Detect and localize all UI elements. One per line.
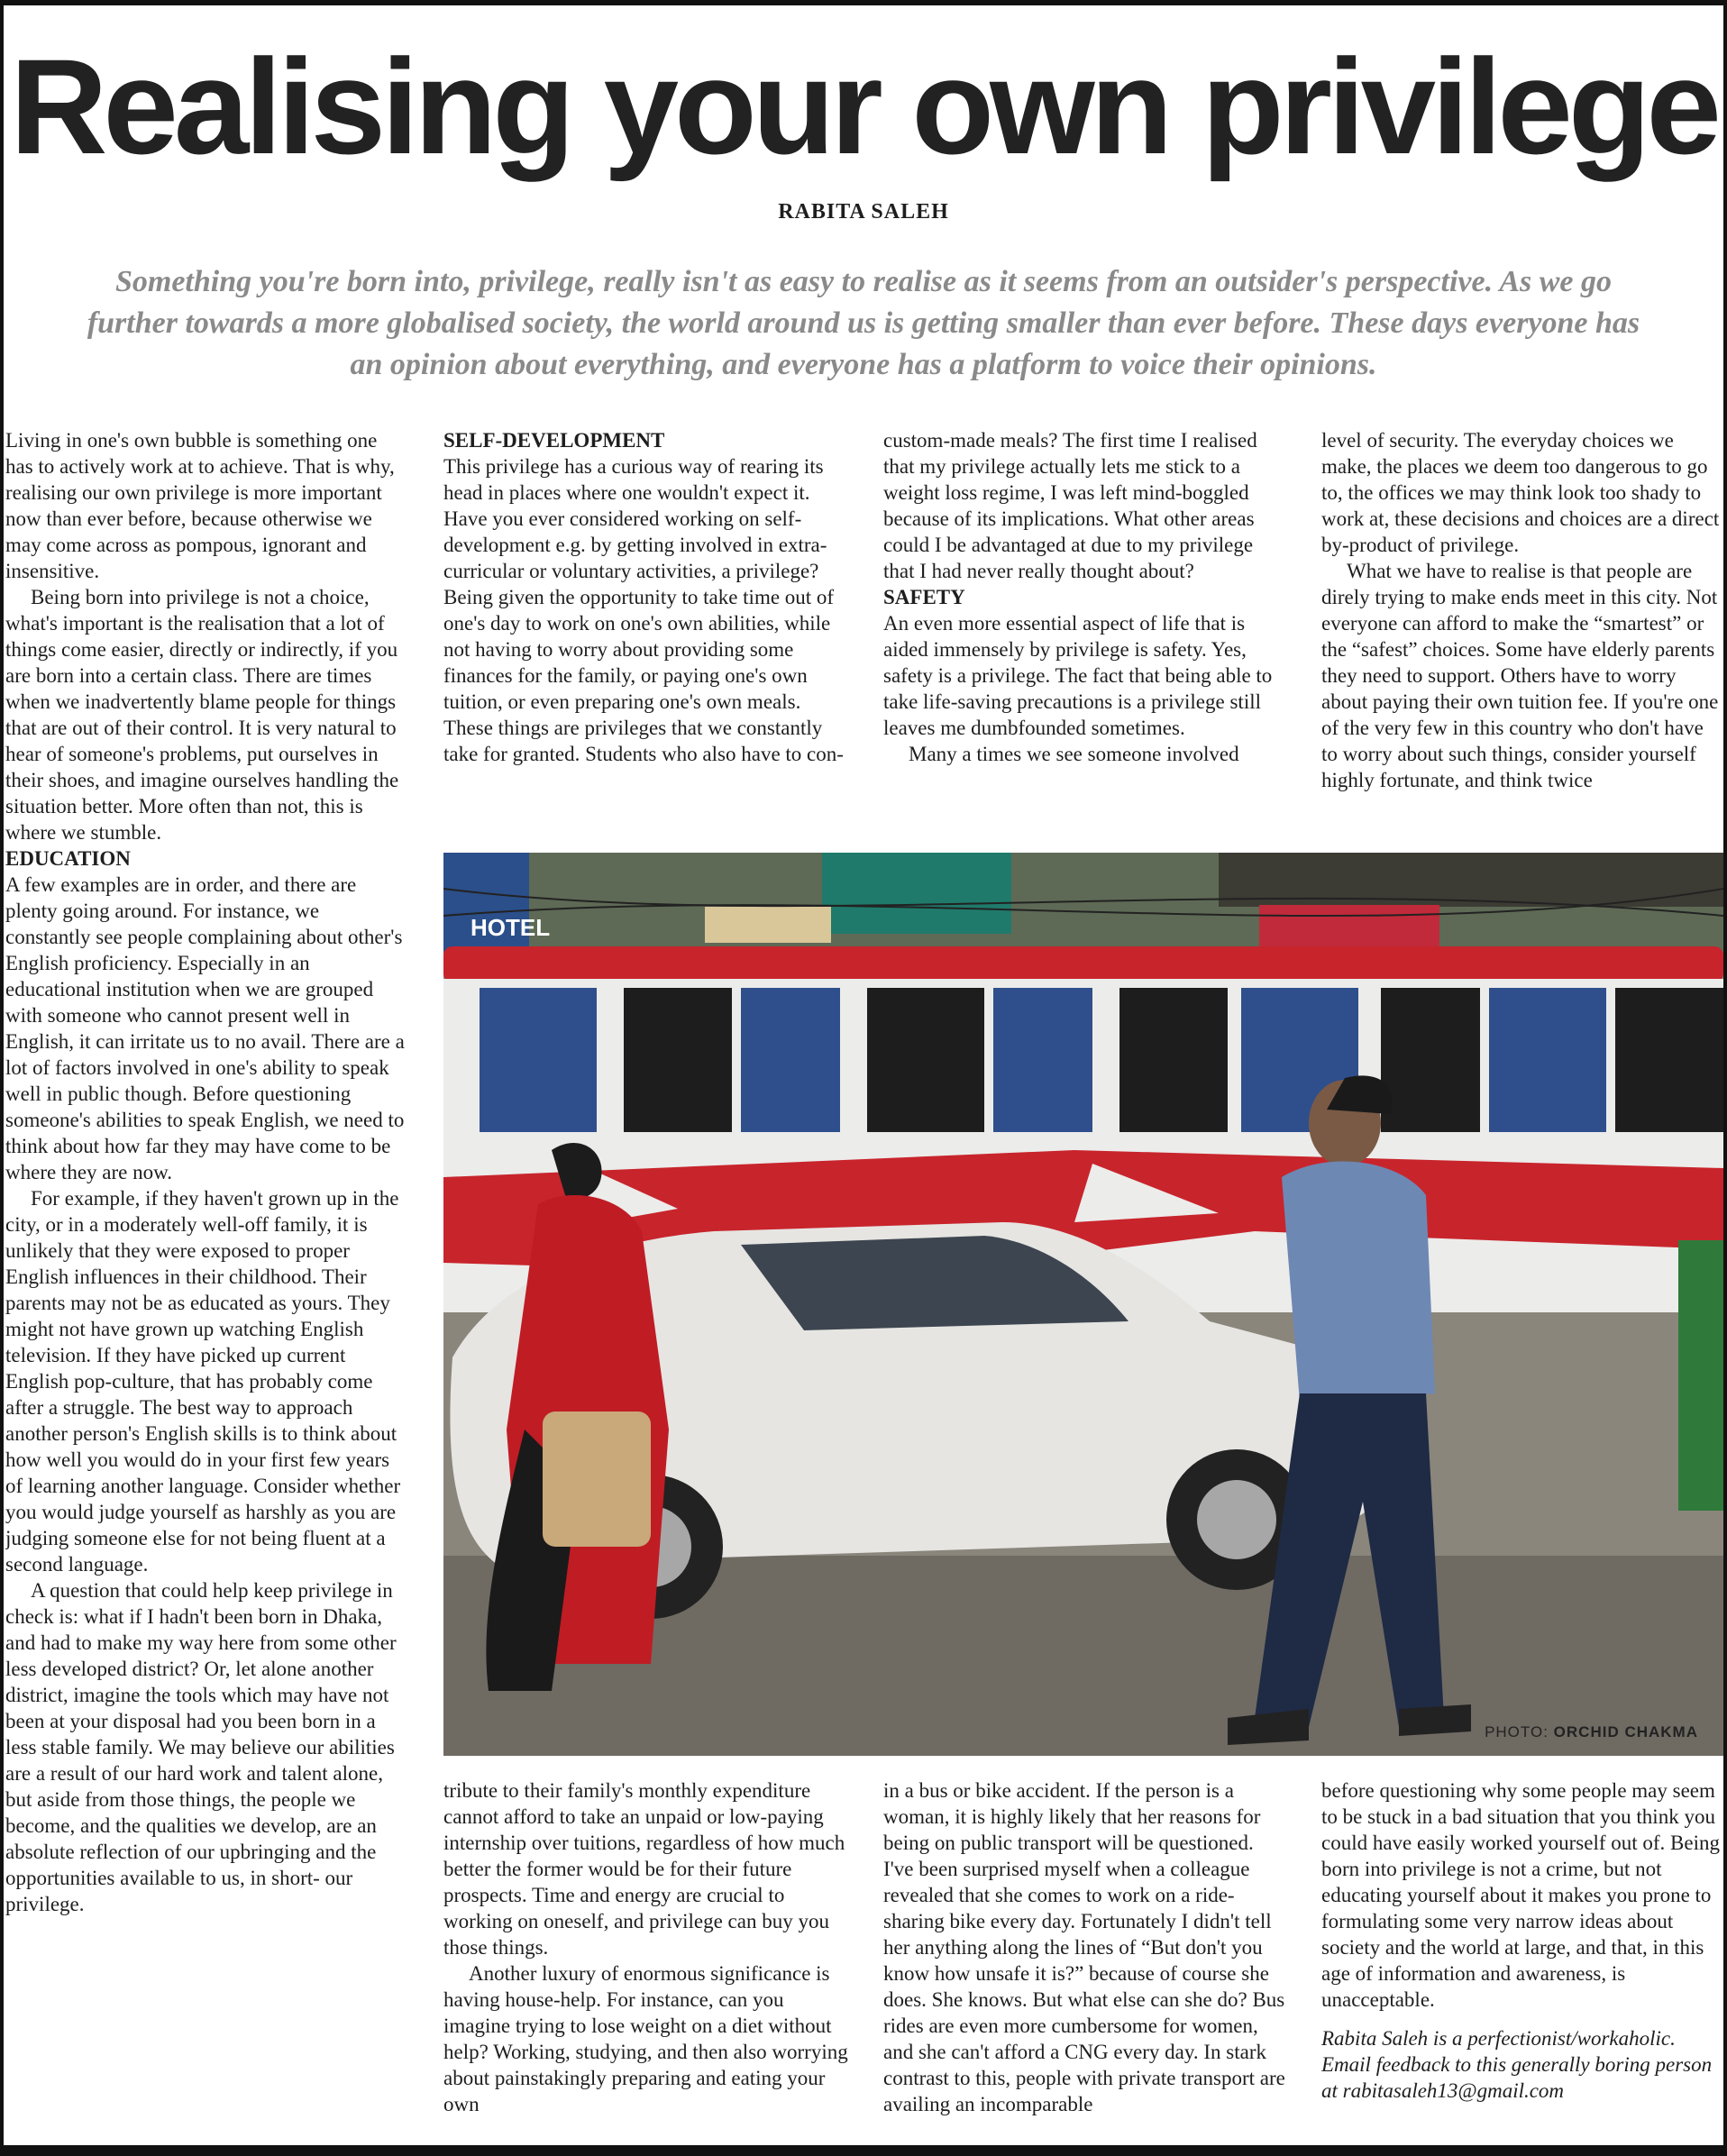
paragraph: A question that could help keep privilege in check is: what if I hadn't been born in Dhaka, and had to make my way here from some other less developed district? Or, let alone another district, imagine the tools which may have not been at your disposal had you been born in a less stable family. We may believe our abilities are a result of our hard work and talent alone, but aside from those things, the people we become, and the qualities we develop, are an absolute reflection of our upbringing and the opportunities available to us, in short- our privilege. — [5, 1579, 397, 1915]
subhead-education: EDUCATION — [5, 847, 131, 870]
photo-credit-label: PHOTO: — [1485, 1723, 1549, 1740]
headline: Realising your own privilege — [10, 31, 1717, 182]
paragraph: custom-made meals? The first time I realised that my privilege actually lets me stick to a weight loss regime, I was left mind-boggled because of its implications. What other areas could I be advantaged at due to my privilege that I had never really thought about? — [883, 429, 1257, 582]
right-border — [1723, 0, 1727, 2156]
top-border — [0, 0, 1727, 5]
paragraph: Another luxury of enormous significance is having house-help. For instance, can you imagine trying to lose weight on a diet without help? Working, studying, and then also worrying about painstakingly preparing and eating your own — [443, 1962, 848, 2115]
column-1 — [5, 427, 409, 2145]
paragraph: An even more essential aspect of life that is aided immensely by privilege is safety. Yes, safety is a privilege. The fact that being able to take life-saving precautions is a privilege still leaves me dumbfounded sometimes. — [883, 612, 1273, 739]
column-4-top — [1321, 427, 1722, 824]
photo-credit-name: ORCHID CHAKMA — [1553, 1723, 1698, 1740]
paragraph: tribute to their family's monthly expenditure cannot afford to take an unpaid or low-paying internship over tuitions, regardless of how much better the former would be for their future prospects. Time and energy are crucial to working on oneself, and privilege can buy you those things. — [443, 1779, 845, 1959]
street-photo — [443, 853, 1723, 1756]
left-border — [0, 0, 4, 2156]
column-2-top — [443, 427, 851, 824]
column-3-bottom — [883, 1777, 1285, 2145]
subhead-self-development: SELF-DEVELOPMENT — [443, 429, 665, 452]
author-signoff: Rabita Saleh is a perfectionist/workaholic. Email feedback to this generally boring person at rabitasaleh13@gmail.com — [1321, 2027, 1713, 2102]
hotel-sign-text: HOTEL — [471, 914, 551, 941]
paragraph: Living in one's own bubble is something one has to actively work at to achieve. That is why, realising our own privilege is more important now than ever before, because otherwise we may come across as pompous, ignorant and insensitive. — [5, 429, 395, 582]
column-2-bottom — [443, 1777, 851, 2145]
column-3-top — [883, 427, 1285, 824]
photo-credit — [1485, 1723, 1698, 1741]
bottom-border — [0, 2145, 1727, 2156]
paragraph: in a bus or bike accident. If the person is a woman, it is highly likely that her reasons for being on public transport will be questioned. I've been surprised myself when a colleague revealed that she comes to work on a ride-sharing bike every day. Fortunately I didn't tell her anything along the lines of “But don't you know how unsafe it is?” because of course she does. She knows. But what else can she do? Bus rides are even more cumbersome for women, and she can't afford a CNG every day. In stark contrast to this, people with private transport are availing an incomparable — [883, 1779, 1285, 2115]
paragraph: This privilege has a curious way of rearing its head in places where one wouldn't expect it. Have you ever considered working on self-development e.g. by getting involved in extra-curricular or voluntary activities, a privilege? Being given the opportunity to take time out of one's day to work on one's own abilities, while not having to worry about providing some finances for the family, or paying one's own tuition, or even preparing one's own meals. These things are privileges that we constantly take for granted. Students who also have to con- — [443, 455, 844, 765]
column-4-bottom — [1321, 1777, 1722, 2145]
paragraph: Being born into privilege is not a choice, what's important is the realisation that a lot of things come easier, directly or indirectly, if you are born into a certain class. There are times when we inadvertently blame people for things that are out of their control. It is very natural to hear of someone's problems, put ourselves in their shoes, and imagine ourselves handling the situation better. More often than not, this is where we stumble. — [5, 586, 399, 844]
paragraph: What we have to realise is that people are direly trying to make ends meet in this city. Not everyone can afford to make the “smartest” or the “safest” choices. Some have elderly parents they need to support. Others have to worry about paying their own tuition fee. If you're one of the very few in this country who don't have to worry about such things, consider yourself highly fortunate, and think twice — [1321, 560, 1719, 791]
paragraph: For example, if they haven't grown up in the city, or in a moderately well-off family, it is unlikely that they were exposed to proper English influences in their childhood. Their parents may not be as educated as yours. They might not have grown up watching English television. If they have picked up current English pop-culture, that has probably come after a struggle. The best way to approach another person's English skills is to think about how well you would do in your first few years of learning another language. Consider whether you would judge yourself as harshly as you are judging someone else for not being fluent at a second language. — [5, 1187, 401, 1576]
paragraph: level of security. The everyday choices we make, the places we deem too dangerous to go to, the offices we may think look too shady to work at, these decisions and choices are a direct by-product of privilege. — [1321, 429, 1720, 556]
bus-street-scene — [443, 853, 1723, 1756]
paragraph: before questioning why some people may seem to be stuck in a bad situation that you think you could have easily worked yourself out of. Being born into privilege is not a crime, but not educating yourself about it makes you prone to formulating some very narrow ideas about society and the world at large, and that, in this age of information and awareness, is unacceptable. — [1321, 1779, 1720, 2011]
paragraph: A few examples are in order, and there are plenty going around. For instance, we constantly see people complaining about other's English proficiency. Especially in an educational institution when we are grouped with someone who cannot present well in English, it can irritate us to no avail. There are a lot of factors involved in one's ability to speak well in public though. Before questioning someone's abilities to speak English, we need to think about how far they may have come to be where they are now. — [5, 873, 405, 1183]
paragraph: Many a times we see someone involved — [909, 743, 1239, 765]
standfirst: Something you're born into, privilege, really isn't as easy to realise as it seems from an outsider's perspective. As we go further towards a more globalised society, the world around us is getting smaller than ever before. These days everyone has an opinion about everything, and everyone has a platform to voice their opinions. — [87, 265, 1640, 381]
subhead-safety: SAFETY — [883, 586, 965, 608]
byline: RABITA SALEH — [778, 200, 949, 224]
